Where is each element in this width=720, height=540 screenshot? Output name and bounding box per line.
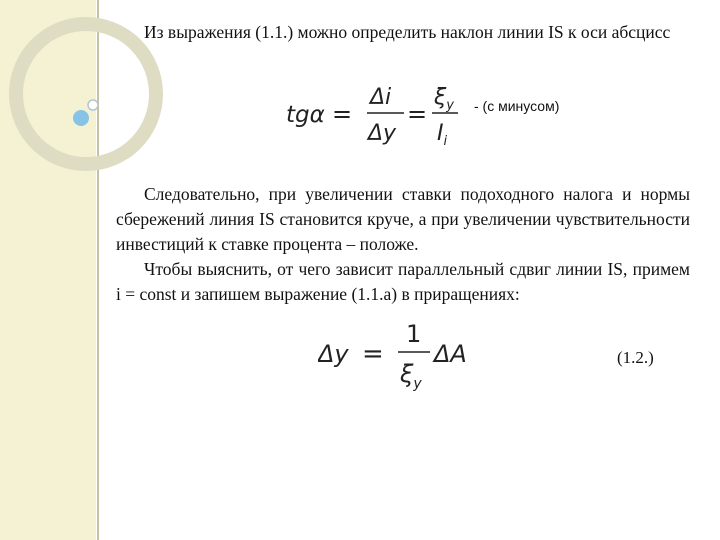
large-circle-outline — [16, 24, 156, 164]
paragraph-slope — [116, 20, 690, 45]
equation-number: (1.2.) — [617, 348, 654, 367]
formula2-den — [399, 360, 422, 392]
formula2-equals: = — [362, 339, 384, 369]
formula2-rhs: ΔA — [434, 340, 467, 368]
paragraph-shift-text: Чтобы выяснить, от чего зависит параллельный сдвиг линии IS, примем i = const и запишем выражение (1.1.а) в приращениях: — [116, 259, 690, 304]
formula1-note: - (с минусом) — [474, 98, 560, 114]
formula2-lhs: Δy — [318, 340, 349, 368]
formula2-den-sub: y — [413, 376, 422, 392]
small-circle-outline — [88, 100, 98, 110]
formula1-num2-base: ξ — [434, 85, 447, 110]
paragraph-slope-text: Из выражения (1.1.) можно определить наклон линии IS к оси абсцисс — [144, 22, 671, 42]
formula1-num1: Δi — [370, 85, 392, 110]
formula1-den2 — [437, 121, 448, 149]
formula2-num: 1 — [406, 320, 422, 348]
formula1-den2-base: I — [437, 121, 444, 146]
paragraph-shift — [116, 257, 690, 307]
formula1-den2-sub: i — [443, 134, 448, 149]
paragraph-conclusion-text: Следовательно, при увеличении ставки подоходного налога и нормы сбережений линия IS становится круче, а при увеличении чувствительности инвестиций к ставке процента – положе. — [116, 184, 690, 254]
formula1-lhs: tgα — [286, 102, 325, 128]
blue-bullet-icon — [73, 110, 89, 126]
formula1-num2 — [433, 85, 454, 113]
formula2-den-base: ξ — [400, 360, 414, 388]
formula1-equals-2: = — [407, 100, 428, 128]
formula-slope — [286, 82, 476, 152]
formula-increment — [318, 316, 488, 400]
formula1-equals-1: = — [332, 100, 353, 128]
formula1-den1: Δy — [368, 121, 397, 146]
paragraph-conclusion — [116, 182, 690, 257]
formula1-num2-sub: y — [446, 98, 454, 113]
